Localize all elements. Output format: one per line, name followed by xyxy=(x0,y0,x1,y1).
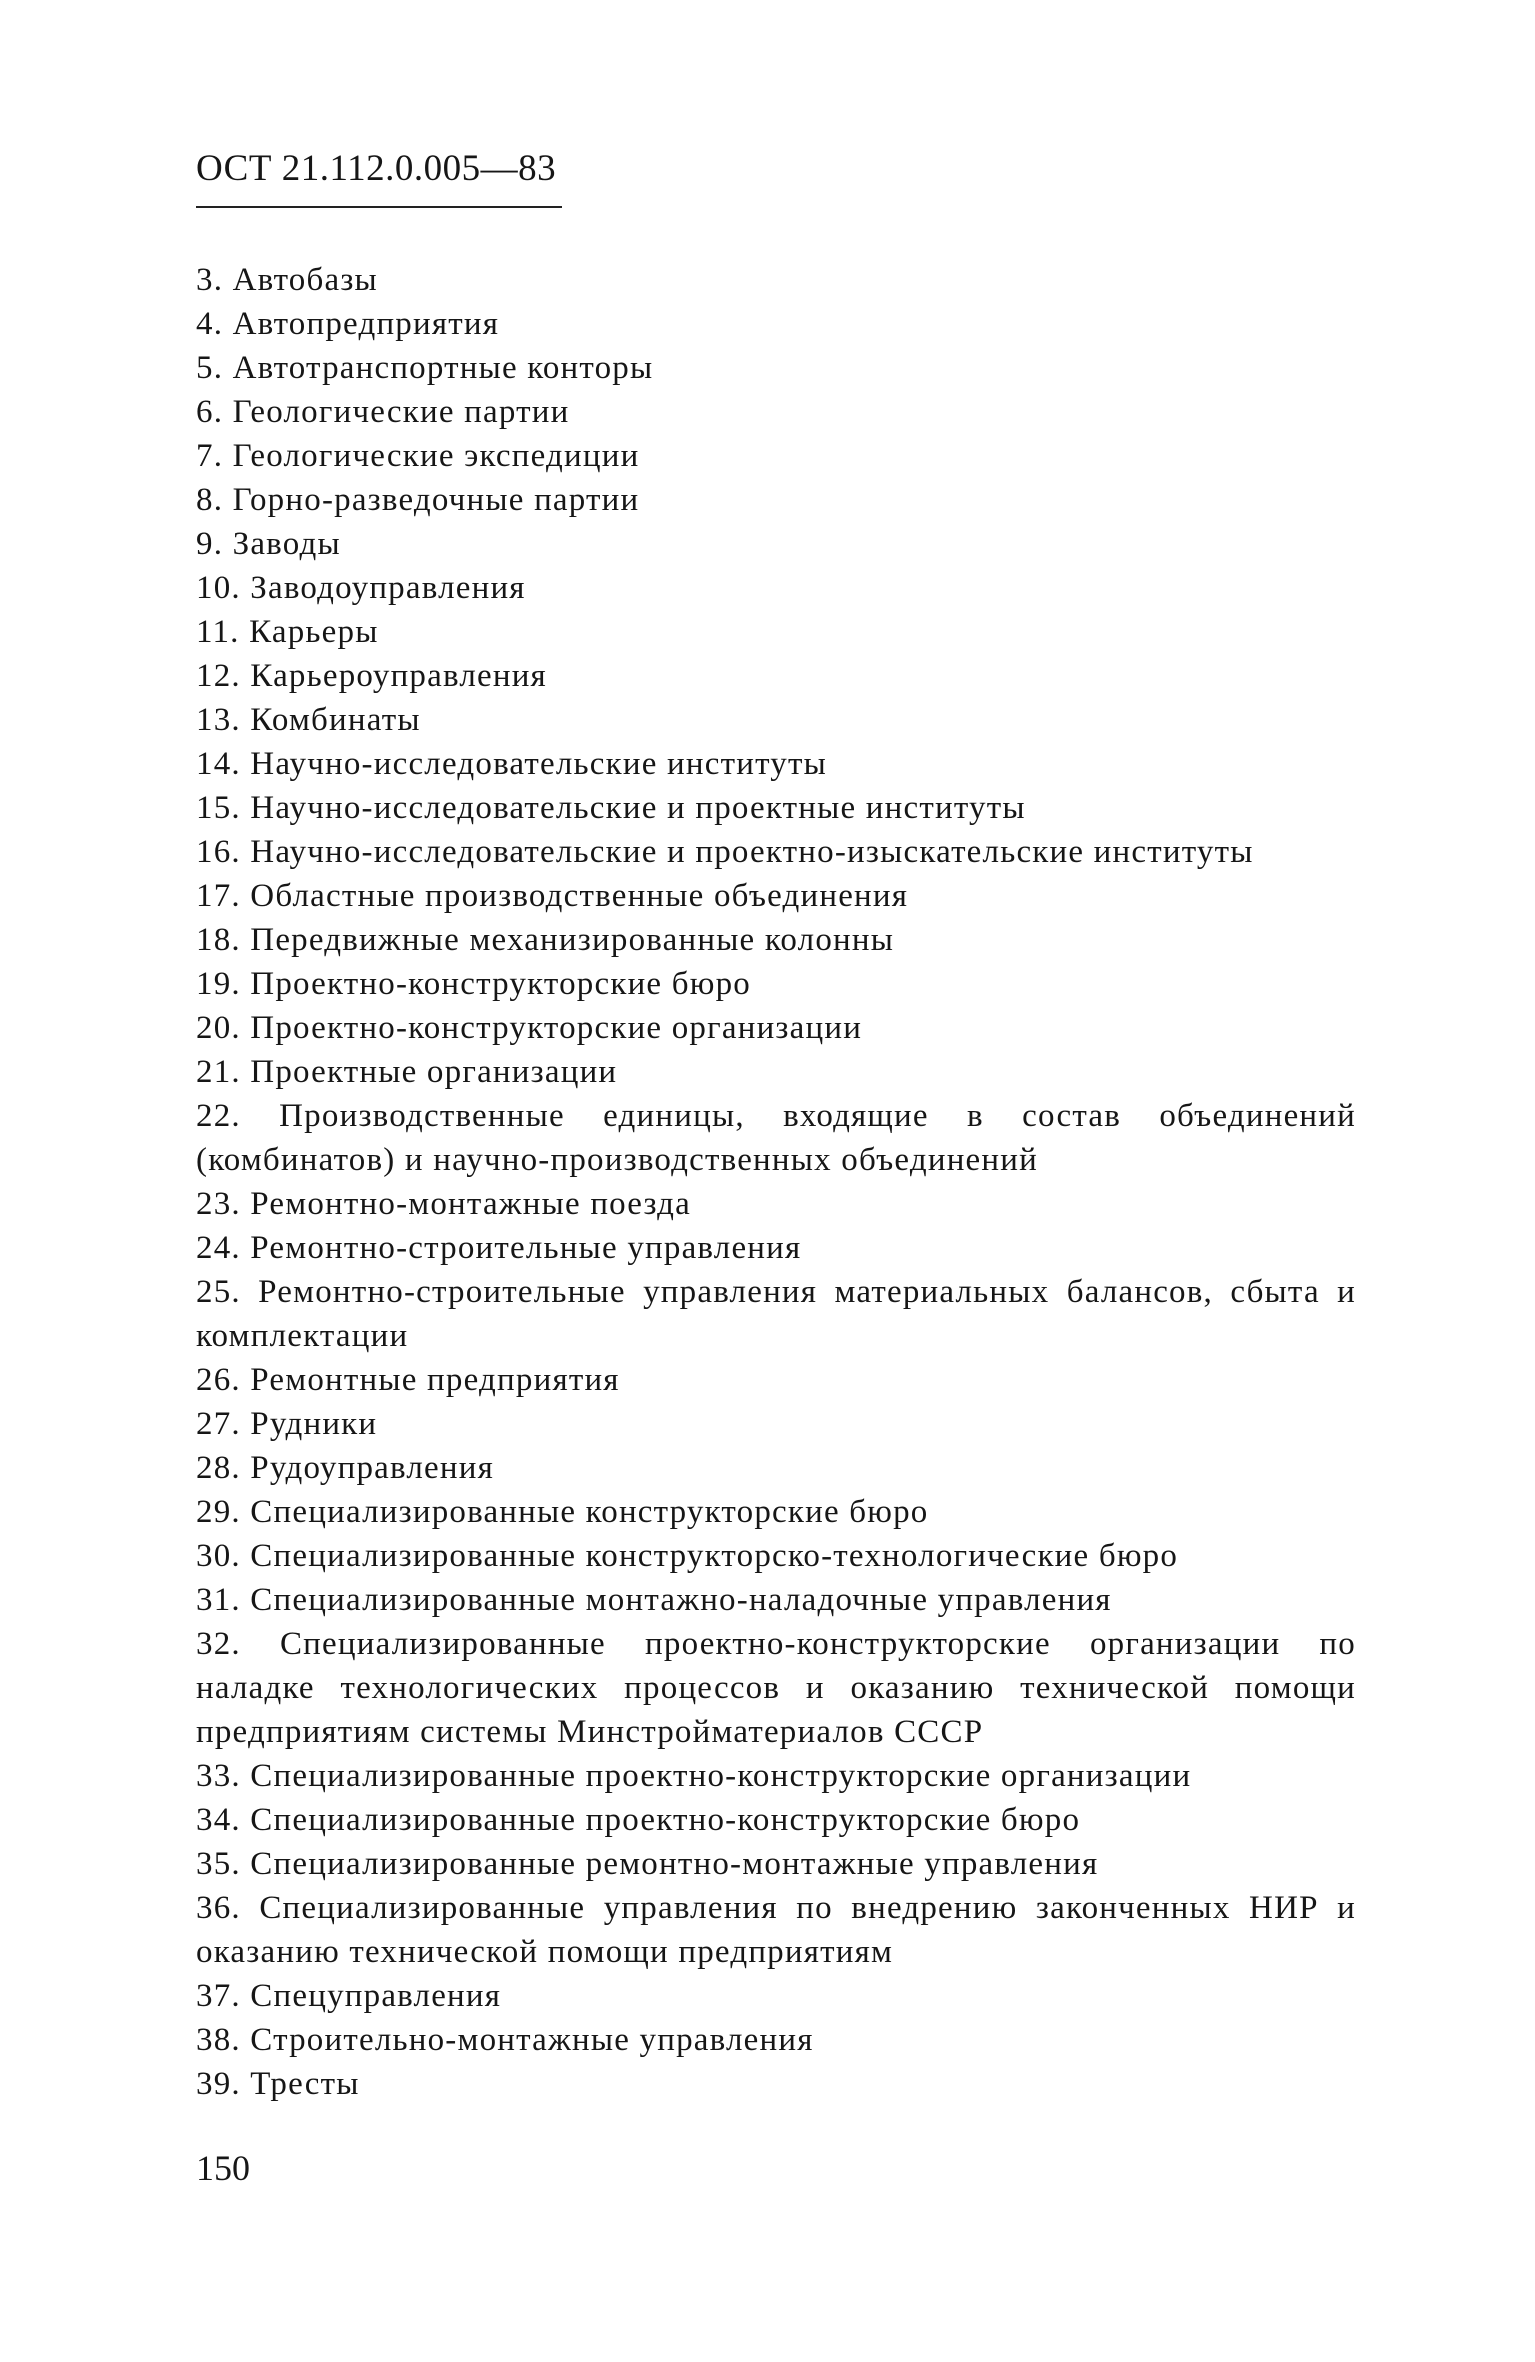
list-item: 14. Научно-исследовательские институты xyxy=(196,746,827,782)
list-item: 19. Проектно-конструкторские бюро xyxy=(196,966,751,1002)
list-item: 38. Строительно-монтажные управления xyxy=(196,2022,814,2058)
list-item: 5. Автотранспортные конторы xyxy=(196,350,654,386)
list-item: 29. Специализированные конструкторские бюро xyxy=(196,1494,929,1530)
list-item: 25. Ремонтно-строительные управления материальных балансов, сбыта и комплектации xyxy=(196,1274,1356,1354)
list-item: 10. Заводоуправления xyxy=(196,570,526,606)
list-item: 31. Специализированные монтажно-наладочные управления xyxy=(196,1582,1112,1618)
list-item: 30. Специализированные конструкторско-технологические бюро xyxy=(196,1538,1179,1574)
list-item: 3. Автобазы xyxy=(196,262,378,298)
organization-list xyxy=(196,258,1356,2106)
list-item: 35. Специализированные ремонтно-монтажные управления xyxy=(196,1846,1099,1882)
list-item: 12. Карьероуправления xyxy=(196,658,547,694)
list-item: 32. Специализированные проектно-конструкторские организации по наладке технологических процессов и оказанию технической помощи предприятиям системы Минстройматериалов СССР xyxy=(196,1626,1356,1750)
list-item: 36. Специализированные управления по внедрению законченных НИР и оказанию технической помощи предприятиям xyxy=(196,1890,1356,1970)
list-item: 9. Заводы xyxy=(196,526,341,562)
list-item: 13. Комбинаты xyxy=(196,702,421,738)
list-item: 4. Автопредприятия xyxy=(196,306,500,342)
list-item: 20. Проектно-конструкторские организации xyxy=(196,1010,863,1046)
list-item: 17. Областные производственные объединения xyxy=(196,878,909,914)
document-header: ОСТ 21.112.0.005—83 xyxy=(196,148,557,189)
header-underline xyxy=(196,206,562,208)
list-item: 22. Производственные единицы, входящие в состав объединений (комбинатов) и научно-производственных объединений xyxy=(196,1098,1356,1178)
list-item: 23. Ремонтно-монтажные поезда xyxy=(196,1186,692,1222)
page-number: 150 xyxy=(196,2148,250,2188)
list-item: 18. Передвижные механизированные колонны xyxy=(196,922,895,958)
list-item: 39. Тресты xyxy=(196,2066,360,2102)
list-item: 26. Ремонтные предприятия xyxy=(196,1362,620,1398)
list-item: 8. Горно-разведочные партии xyxy=(196,482,640,518)
list-item: 34. Специализированные проектно-конструкторские бюро xyxy=(196,1802,1081,1838)
list-item: 28. Рудоуправления xyxy=(196,1450,494,1486)
list-item: 27. Рудники xyxy=(196,1406,378,1442)
list-item: 15. Научно-исследовательские и проектные институты xyxy=(196,790,1026,826)
list-item: 7. Геологические экспедиции xyxy=(196,438,640,474)
list-item: 21. Проектные организации xyxy=(196,1054,618,1090)
list-item: 16. Научно-исследовательские и проектно-изыскательские институты xyxy=(196,834,1254,870)
list-item: 24. Ремонтно-строительные управления xyxy=(196,1230,802,1266)
list-item: 6. Геологические партии xyxy=(196,394,570,430)
list-item: 11. Карьеры xyxy=(196,614,379,650)
list-item: 33. Специализированные проектно-конструкторские организации xyxy=(196,1758,1192,1794)
list-item: 37. Спецуправления xyxy=(196,1978,502,2014)
